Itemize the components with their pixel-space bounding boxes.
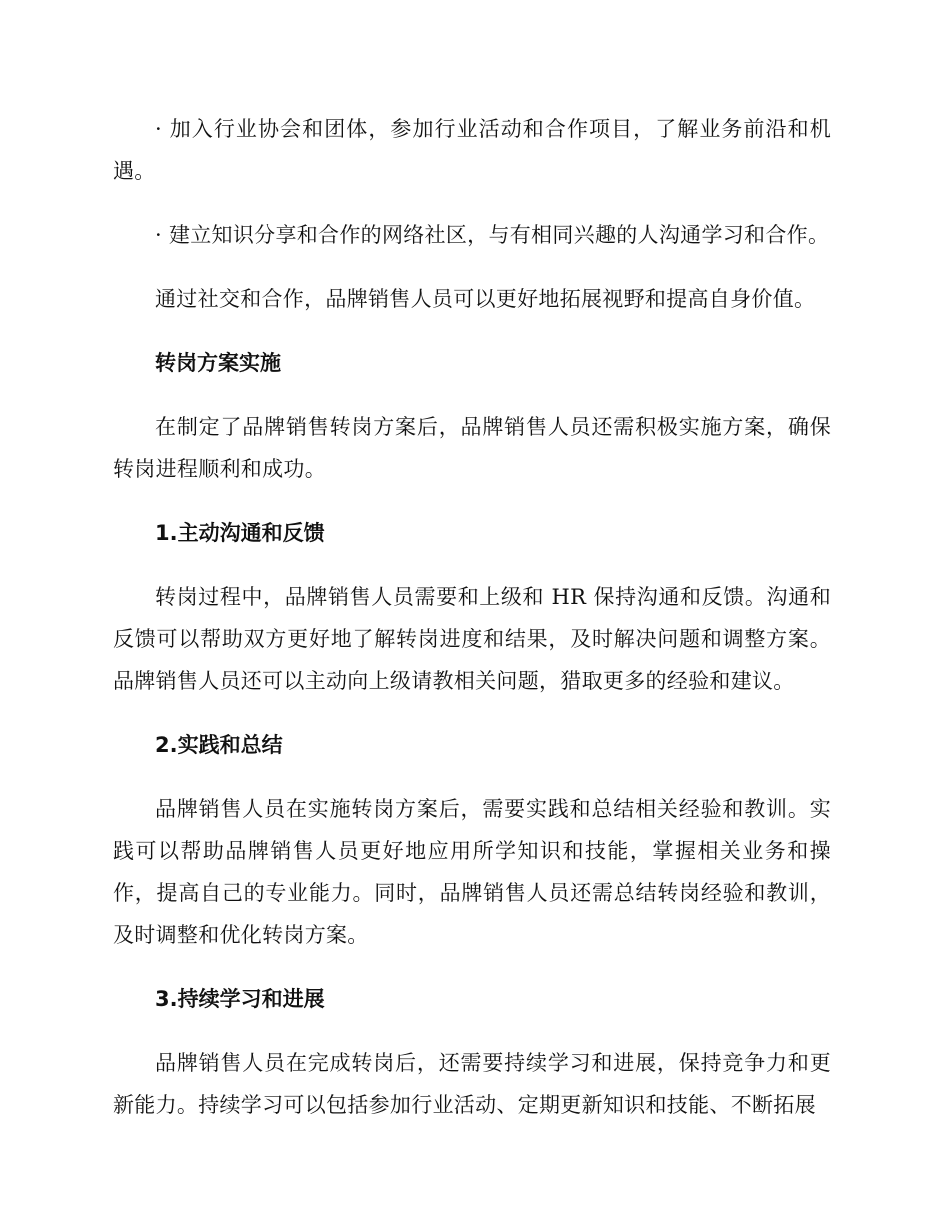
subheading-practice: 2.实践和总结: [155, 733, 283, 757]
subheading-continuous-learning: 3.持续学习和进展: [155, 987, 325, 1011]
paragraph-implementation-intro: 在制定了品牌销售转岗方案后，品牌销售人员还需积极实施方案，确保转岗进程顺利和成功。: [113, 415, 831, 481]
document-body: [113, 108, 831, 1148]
paragraph-communication: 转岗过程中，品牌销售人员需要和上级和 HR 保持沟通和反馈。沟通和反馈可以帮助双方更好地了解转岗进度和结果，及时解决问题和调整方案。品牌销售人员还可以主动向上级请教相关问题，猎取更多的经验和建议。: [113, 585, 831, 693]
paragraph-continuous-learning: 品牌销售人员在完成转岗后，还需要持续学习和进展，保持竞争力和更新能力。持续学习可以包括参加行业活动、定期更新知识和技能、不断拓展: [113, 1051, 831, 1117]
paragraph-practice: 品牌销售人员在实施转岗方案后，需要实践和总结相关经验和教训。实践可以帮助品牌销售人员更好地应用所学知识和技能，掌握相关业务和操作，提高自己的专业能力。同时，品牌销售人员还需总结转岗经验和教训，及时调整和优化转岗方案。: [113, 797, 831, 947]
bullet-paragraph-industry-association: · 加入行业协会和团体，参加行业活动和合作项目，了解业务前沿和机遇。: [113, 117, 831, 183]
subheading-communication: 1.主动沟通和反馈: [155, 521, 325, 545]
paragraph-social-cooperation: 通过社交和合作，品牌销售人员可以更好地拓展视野和提高自身价值。: [155, 287, 816, 311]
section-heading-implementation: 转岗方案实施: [155, 351, 281, 375]
bullet-paragraph-knowledge-community: · 建立知识分享和合作的网络社区，与有相同兴趣的人沟通学习和合作。: [155, 223, 830, 247]
